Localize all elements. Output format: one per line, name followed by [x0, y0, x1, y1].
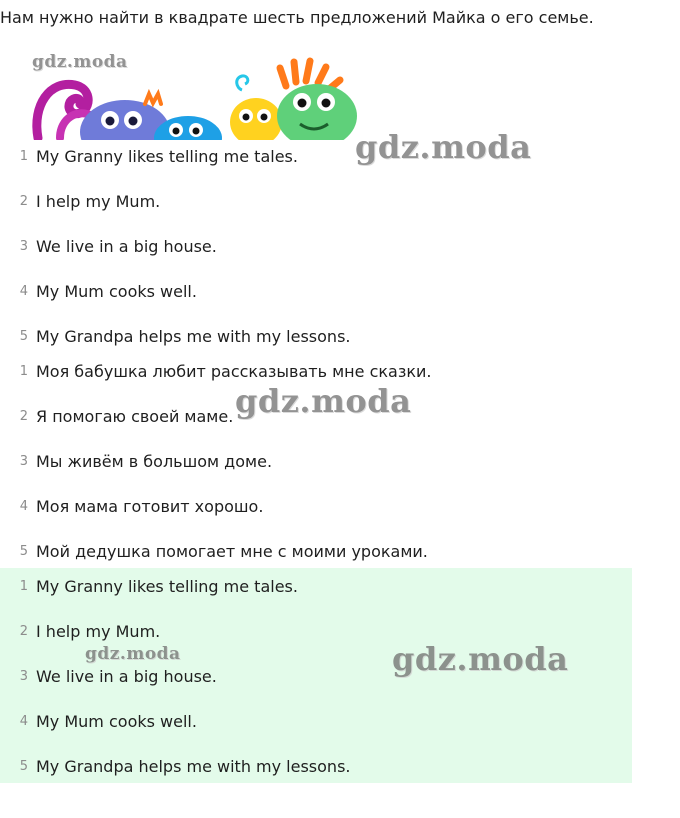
- item-number: 1: [19, 578, 28, 594]
- item-text: I help my Mum.: [36, 621, 161, 641]
- item-text: Мы живём в большом доме.: [36, 451, 273, 471]
- item-number: 3: [19, 238, 28, 254]
- item-number: 4: [19, 713, 28, 729]
- item-text: Моя мама готовит хорошо.: [36, 496, 264, 516]
- item-number: 5: [19, 543, 28, 559]
- list-item: [0, 186, 160, 216]
- list-item: [0, 446, 272, 476]
- list-item: [0, 491, 263, 521]
- item-text: We live in a big house.: [36, 666, 217, 686]
- item-number: 2: [19, 408, 28, 424]
- item-text: My Grandpa helps me with my lessons.: [36, 326, 351, 346]
- item-text: Мой дедушка помогает мне с моими уроками.: [36, 541, 428, 561]
- list-item: [0, 401, 233, 431]
- list-item: [0, 536, 428, 566]
- list-item: [0, 751, 351, 781]
- list-item: [0, 706, 197, 736]
- list-item: [0, 141, 298, 171]
- item-text: My Mum cooks well.: [36, 711, 197, 731]
- watermark: gdz.moda: [32, 52, 128, 72]
- item-text: My Granny likes telling me tales.: [36, 576, 298, 596]
- item-text: Я помогаю своей маме.: [36, 406, 234, 426]
- watermark: gdz.moda: [392, 640, 569, 678]
- list-item: [0, 276, 197, 306]
- item-text: My Mum cooks well.: [36, 281, 197, 301]
- list-item: [0, 616, 160, 646]
- item-text: Моя бабушка любит рассказывать мне сказки.: [36, 361, 432, 381]
- item-number: 4: [19, 283, 28, 299]
- list-item: [0, 321, 351, 351]
- item-number: 3: [19, 668, 28, 684]
- item-number: 1: [19, 148, 28, 164]
- item-text: We live in a big house.: [36, 236, 217, 256]
- item-text: My Granny likes telling me tales.: [36, 146, 298, 166]
- item-number: 2: [19, 193, 28, 209]
- item-number: 3: [19, 453, 28, 469]
- list-item: [0, 571, 298, 601]
- item-number: 4: [19, 498, 28, 514]
- watermark: gdz.moda: [355, 128, 532, 166]
- item-number: 5: [19, 758, 28, 774]
- intro-text: Нам нужно найти в квадрате шесть предложений Майка о его семье.: [0, 8, 594, 27]
- item-number: 1: [19, 363, 28, 379]
- item-number: 2: [19, 623, 28, 639]
- item-number: 5: [19, 328, 28, 344]
- watermark: gdz.moda: [85, 644, 181, 664]
- item-text: My Grandpa helps me with my lessons.: [36, 756, 351, 776]
- list-item: [0, 661, 217, 691]
- watermark: gdz.moda: [235, 382, 412, 420]
- list-item: [0, 231, 217, 261]
- item-text: I help my Mum.: [36, 191, 161, 211]
